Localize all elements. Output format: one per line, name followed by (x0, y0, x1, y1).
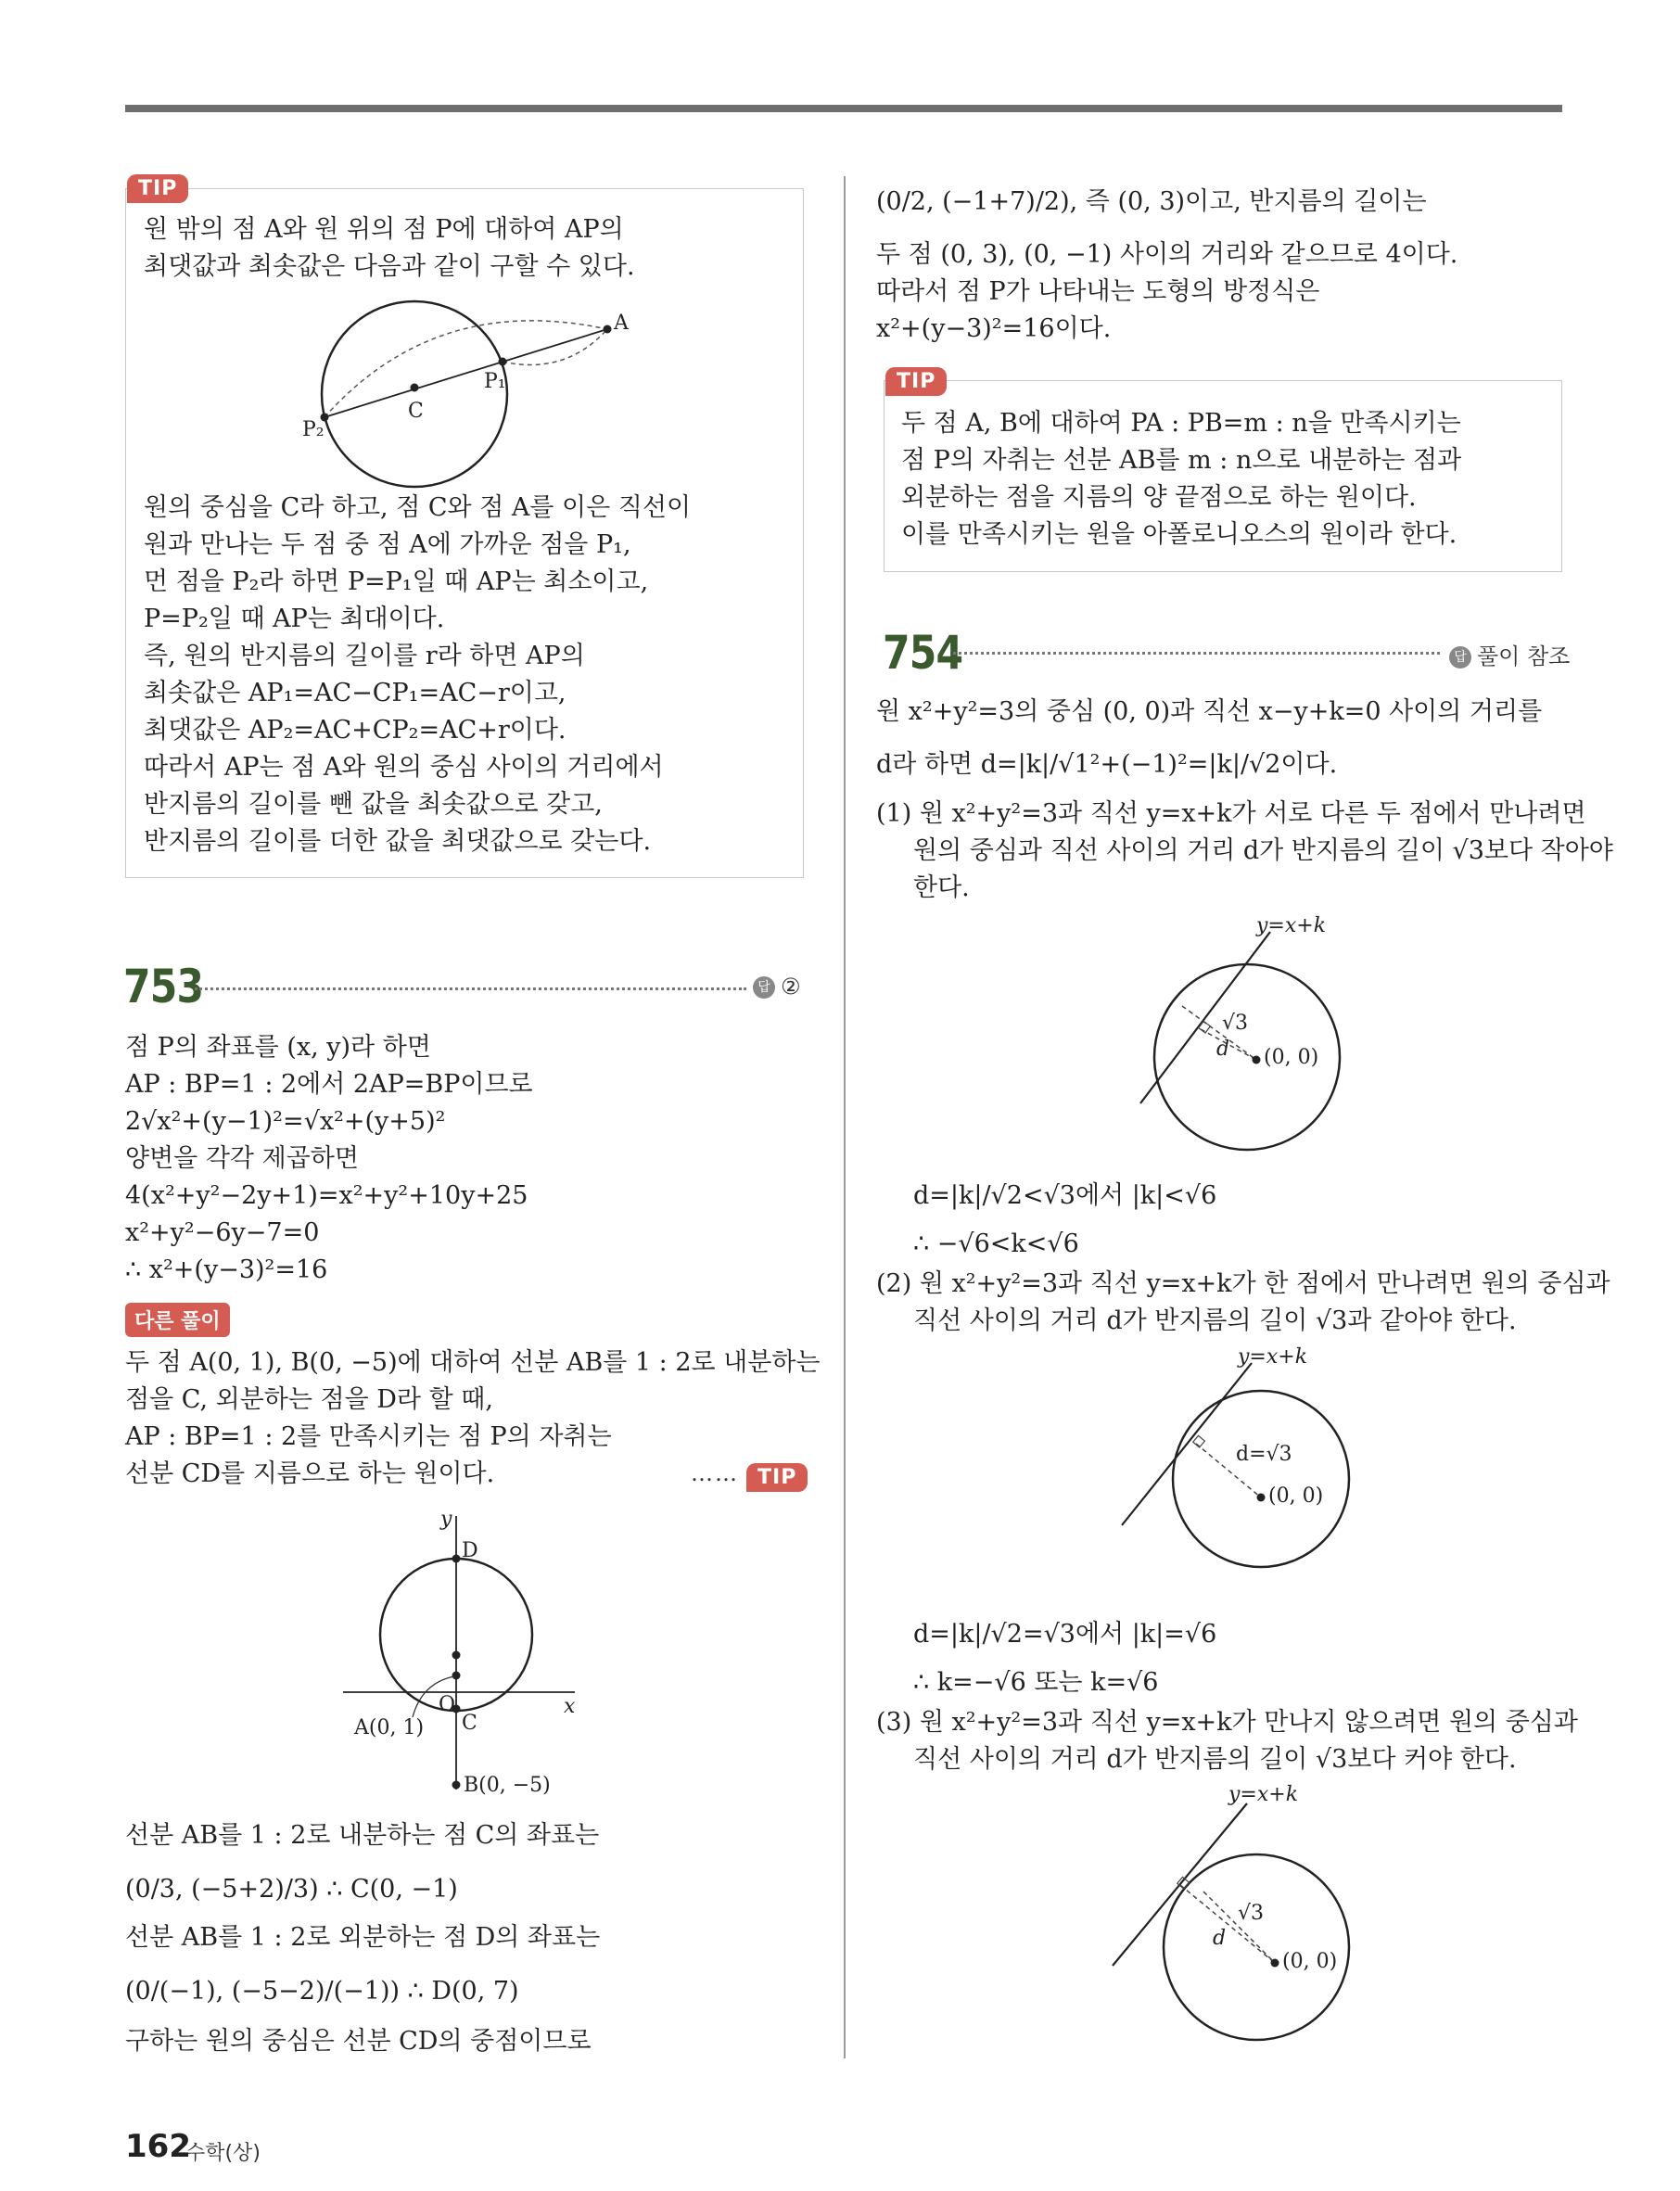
tip1-line: 최댓값은 AP₂=AC+CP₂=AC+r이다. (144, 716, 566, 745)
p754-line: d=|k|/√2=√3에서 |k|=√6 (913, 1620, 1217, 1649)
tip1-line: 최솟값은 AP₁=AC−CP₁=AC−r이고, (144, 679, 566, 707)
label-a: A (614, 312, 629, 335)
tip1-line: 원의 중심을 C라 하고, 점 C와 점 A를 이은 직선이 (144, 493, 692, 522)
center-point (1253, 1056, 1261, 1064)
label-line: y=x+k (1228, 1783, 1299, 1806)
p753-line: ∴ x²+(y−3)²=16 (125, 1255, 328, 1284)
p754-line: 직선 사이의 거리 d가 반지름의 길이 √3과 같아야 한다. (913, 1306, 1517, 1335)
p754-figure-tangent (1117, 1344, 1377, 1576)
label-center: (0, 0) (1282, 1950, 1338, 1973)
label-center: (0, 0) (1268, 1484, 1324, 1508)
right-top-line: (0/2, (−1+7)/2), 즉 (0, 3)이고, 반지름의 길이는 (876, 187, 1427, 216)
tip2-line: 점 P의 자취는 선분 AB를 m : n으로 내분하는 점과 (901, 446, 1462, 475)
p753-coordinate-figure (343, 1507, 593, 1803)
p754-line: d라 하면 d=|k|/√1²+(−1)²=|k|/√2이다. (876, 750, 1338, 779)
point-center (452, 1651, 461, 1660)
line-y-x-k (1113, 1803, 1247, 1966)
problem-leader-dots (953, 652, 1440, 655)
tip1-line: 반지름의 길이를 뺀 값을 최솟값으로 갖고, (144, 790, 603, 819)
point-b (452, 1781, 461, 1790)
tip2-line: 이를 만족시키는 원을 아폴로니오스의 원이라 한다. (901, 520, 1457, 549)
answer-icon: 답 (1449, 646, 1471, 669)
p753-line: 2√x²+(y−1)²=√x²+(y+5)² (125, 1107, 446, 1136)
label-d: d (1213, 1927, 1227, 1950)
right-top-line: 두 점 (0, 3), (0, −1) 사이의 거리와 같으므로 4이다. (876, 240, 1458, 269)
dashed-arc-upper (325, 321, 607, 417)
column-divider (844, 176, 846, 2058)
problem-number: 754 (883, 626, 963, 680)
tip1-line: 먼 점을 P₂라 하면 P=P₁일 때 AP는 최소이고, (144, 567, 649, 596)
answer-badge (1449, 638, 1570, 670)
tip1-line: 원과 만나는 두 점 중 점 A에 가까운 점을 P₁, (144, 530, 631, 559)
circle (1164, 1854, 1349, 2040)
tip1-line: 반지름의 길이를 더한 값을 최댓값으로 갖는다. (144, 827, 652, 856)
label-x: x (564, 1695, 576, 1718)
tip2-line: 외분하는 점을 지름의 양 끝점으로 하는 원이다. (901, 483, 1417, 512)
p753-after-line: (0/(−1), (−5−2)/(−1)) ∴ D(0, 7) (125, 1977, 519, 2006)
point-a (604, 325, 612, 334)
right-top-line: 따라서 점 P가 나타내는 도형의 방정식은 (876, 277, 1320, 306)
answer-value: ② (781, 974, 801, 1000)
line-p2-a (325, 329, 607, 417)
line-y-x-k (1122, 1363, 1252, 1525)
p754-line: 원의 중심과 직선 사이의 거리 d가 반지름의 길이 √3보다 작아야 (913, 836, 1613, 865)
tip1-line: 최댓값과 최솟값은 다음과 같이 구할 수 있다. (144, 252, 635, 281)
answer-value: 풀이 참조 (1477, 643, 1571, 669)
page-number: 162 (125, 2128, 191, 2165)
p753-alt-line: 두 점 A(0, 1), B(0, −5)에 대하여 선분 AB를 1 : 2로 내분하는 (125, 1348, 821, 1377)
p754-line: 원 x²+y²=3의 중심 (0, 0)과 직선 x−y+k=0 사이의 거리를 (876, 697, 1543, 726)
p753-after-line: 구하는 원의 중심은 선분 CD의 중점이므로 (125, 2027, 592, 2056)
label-b: B(0, −5) (464, 1774, 551, 1797)
center-point (1271, 1959, 1279, 1968)
tip1-line: 따라서 AP는 점 A와 원의 중심 사이의 거리에서 (144, 753, 664, 782)
point-a (452, 1672, 461, 1680)
label-d: D (462, 1539, 478, 1562)
label-center: (0, 0) (1264, 1046, 1319, 1069)
p753-line: 점 P의 좌표를 (x, y)라 하면 (125, 1033, 431, 1062)
p753-line: 양변을 각각 제곱하면 (125, 1144, 359, 1173)
p753-after-line: 선분 AB를 1 : 2로 외분하는 점 D의 좌표는 (125, 1923, 601, 1952)
tip2-line: 두 점 A, B에 대하여 PA : PB=m : n을 만족시키는 (901, 409, 1461, 438)
p753-after-line: (0/3, (−5+2)/3) ∴ C(0, −1) (125, 1875, 458, 1904)
label-c: C (462, 1712, 477, 1735)
tip1-line: 원 밖의 점 A와 원 위의 점 P에 대하여 AP의 (144, 215, 624, 244)
p754-line: ∴ −√6<k<√6 (913, 1229, 1079, 1258)
tip-reference-label: TIP (746, 1463, 808, 1492)
p753-after-line: 선분 AB를 1 : 2로 내분하는 점 C의 좌표는 (125, 1821, 600, 1850)
p754-line: (3) 원 x²+y²=3과 직선 y=x+k가 만나지 않으려면 원의 중심과 (876, 1708, 1578, 1737)
label-o: O (439, 1693, 456, 1716)
point-d (452, 1555, 461, 1563)
p754-figure-no-intersection (1108, 1780, 1368, 2049)
book-title: 수학(상) (185, 2142, 261, 2165)
p754-line: 직선 사이의 거리 d가 반지름의 길이 √3보다 커야 한다. (913, 1745, 1517, 1774)
p753-alt-line: 선분 CD를 지름으로 하는 원이다. (125, 1459, 495, 1488)
tip-reference-leader: …… (691, 1460, 739, 1486)
tip1-line: P=P₂일 때 AP는 최대이다. (144, 605, 445, 633)
p753-line: AP : BP=1 : 2에서 2AP=BP이므로 (125, 1070, 533, 1099)
label-radius: √3 (1238, 1902, 1265, 1925)
right-top-line: x²+(y−3)²=16이다. (876, 314, 1112, 343)
problem-number: 753 (123, 960, 204, 1013)
p754-line: (1) 원 x²+y²=3과 직선 y=x+k가 서로 다른 두 점에서 만나려면 (876, 799, 1586, 828)
p754-line: 한다. (913, 873, 970, 902)
tip1-line: 즉, 원의 반지름의 길이를 r라 하면 AP의 (144, 642, 585, 670)
p754-figure-secant (1126, 913, 1368, 1154)
problem-leader-dots (195, 987, 746, 990)
p754-line: ∴ k=−√6 또는 k=√6 (913, 1668, 1159, 1697)
label-line: y=x+k (1238, 1345, 1308, 1369)
p754-line: (2) 원 x²+y²=3과 직선 y=x+k가 한 점에서 만나려면 원의 중심과 (876, 1269, 1610, 1298)
circle (322, 301, 507, 487)
label-radius: √3 (1222, 1012, 1249, 1035)
center-point (1257, 1494, 1266, 1502)
label-line: y=x+k (1256, 914, 1327, 937)
p753-line: 4(x²+y²−2y+1)=x²+y²+10y+25 (125, 1181, 528, 1210)
label-c: C (408, 400, 424, 423)
alternative-solution-label: 다른 풀이 (125, 1303, 230, 1337)
point-c (411, 384, 419, 392)
circle (1173, 1391, 1349, 1567)
line-y-x-k (1140, 932, 1270, 1103)
tip-label: TIP (885, 367, 947, 396)
tip1-circle-figure (297, 301, 630, 491)
p754-line: d=|k|/√2<√3에서 |k|<√6 (913, 1181, 1217, 1210)
top-rule (125, 105, 1562, 112)
label-y: y (440, 1508, 452, 1531)
tip-label: TIP (127, 174, 188, 203)
label-d: d (1216, 1038, 1230, 1061)
answer-icon: 답 (753, 976, 775, 999)
point-p1 (499, 358, 507, 366)
label-p1: P₁ (484, 370, 506, 393)
label-d: d=√3 (1236, 1443, 1292, 1466)
answer-badge (753, 974, 801, 1000)
p753-alt-line: 점을 C, 외분하는 점을 D라 할 때, (125, 1385, 493, 1414)
p753-line: x²+y²−6y−7=0 (125, 1218, 320, 1247)
label-p2: P₂ (302, 418, 325, 441)
label-a: A(0, 1) (354, 1716, 425, 1739)
p753-alt-line: AP : BP=1 : 2를 만족시키는 점 P의 자취는 (125, 1422, 612, 1451)
